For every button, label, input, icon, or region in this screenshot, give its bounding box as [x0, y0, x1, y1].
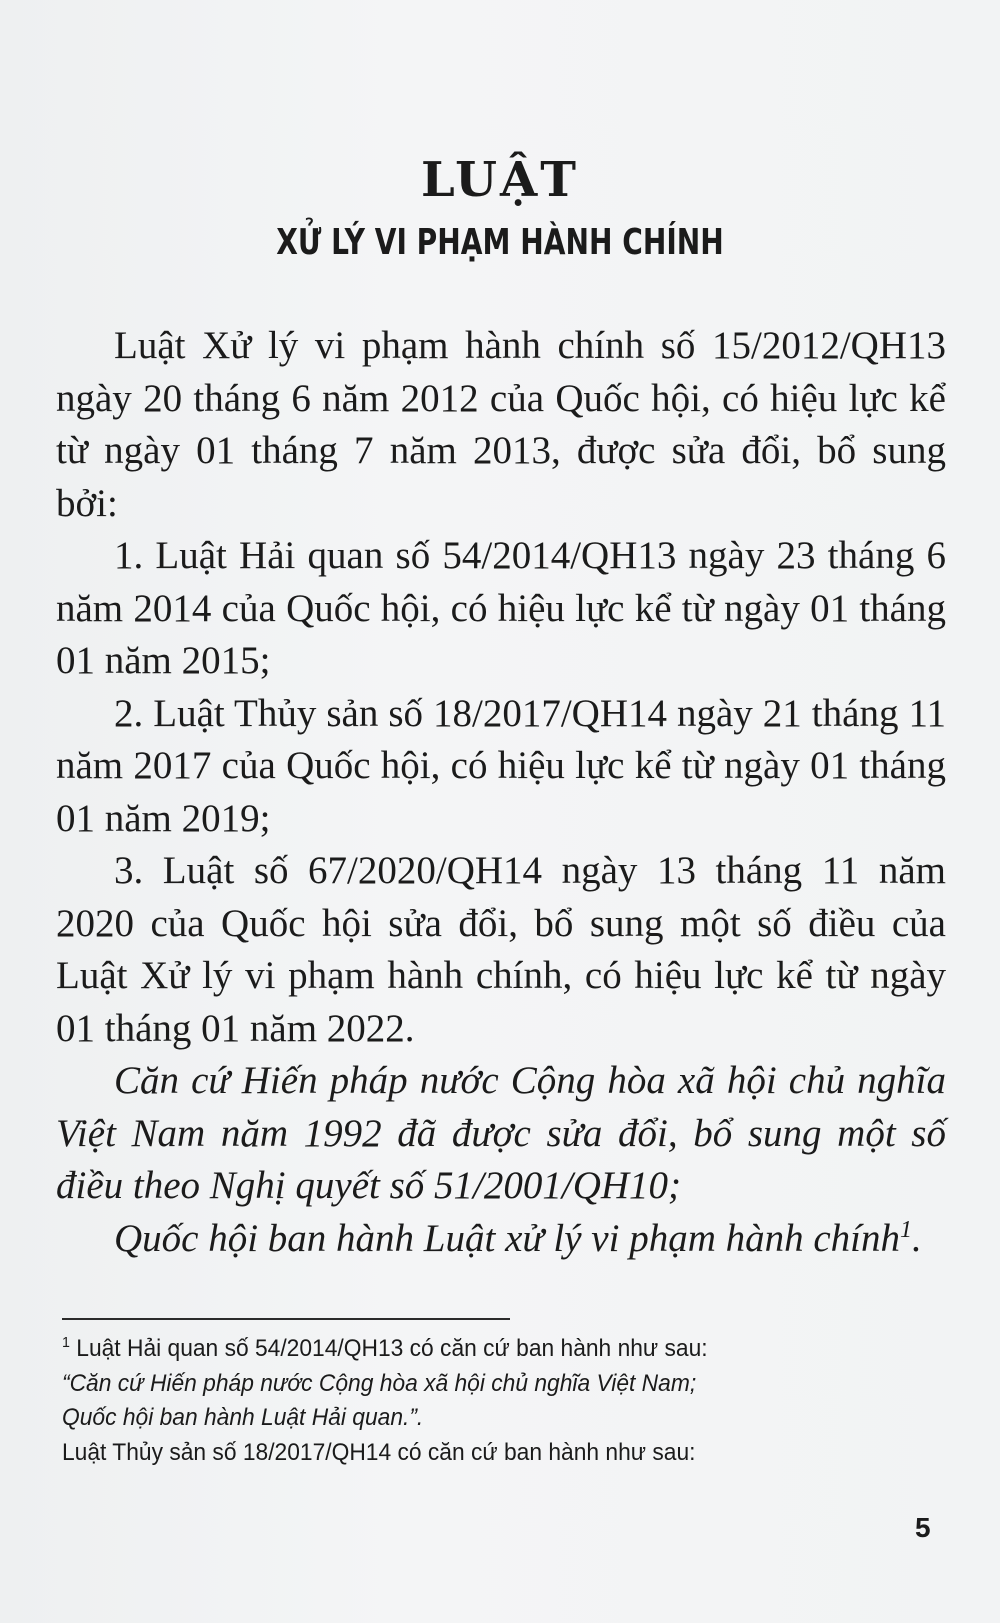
enactment-text: Quốc hội ban hành Luật xử lý vi phạm hành chính	[114, 1216, 901, 1260]
footnote-marker: 1	[62, 1334, 70, 1351]
amendment-item-2: 2. Luật Thủy sản số 18/2017/QH14 ngày 21 tháng 11 năm 2017 của Quốc hội, có hiệu lực kể từ ngày 01 tháng 01 năm 2019;	[56, 691, 946, 840]
footnote-divider	[62, 1318, 510, 1320]
amendment-item-3: 3. Luật số 67/2020/QH14 ngày 13 tháng 11 năm 2020 của Quốc hội sửa đổi, bổ sung một số điều của Luật Xử lý vi phạm hành chính, có hiệu lực kể từ ngày 01 tháng 01 năm 2022.	[56, 849, 946, 1050]
footnote-line-1: $^1$ Luật Hải quan số 54/2014/QH13 có căn cứ ban hành như sau:	[62, 1334, 708, 1362]
amendment-item-1: 1. Luật Hải quan số 54/2014/QH13 ngày 23 tháng 6 năm 2014 của Quốc hội, có hiệu lực kể từ ngày 01 tháng 01 năm 2015;	[56, 534, 946, 682]
enactment-end: .	[912, 1216, 922, 1260]
legal-basis-paragraph: Căn cứ Hiến pháp nước Cộng hòa xã hội chủ nghĩa Việt Nam năm 1992 đã được sửa đổi, bổ sung một số điều theo Nghị quyết số 51/2001/QH10;	[56, 1059, 946, 1207]
intro-paragraph: Luật Xử lý vi phạm hành chính số 15/2012/QH13 ngày 20 tháng 6 năm 2012 của Quốc hội, có hiệu lực kể từ ngày 01 tháng 7 năm 2013, được sửa đổi, bổ sung bởi:	[56, 324, 946, 525]
document-body	[56, 320, 946, 1265]
page-number: 5	[915, 1512, 931, 1543]
footnote-line-3: Quốc hội ban hành Luật Hải quan.”.	[62, 1404, 424, 1431]
footnote-line-4: Luật Thủy sản số 18/2017/QH14 có căn cứ ban hành như sau:	[62, 1438, 696, 1466]
document-subtitle: XỬ LÝ VI PHẠM HÀNH CHÍNH	[276, 222, 724, 263]
footnote-line-2: “Căn cứ Hiến pháp nước Cộng hòa xã hội chủ nghĩa Việt Nam;	[62, 1369, 697, 1397]
enactment-paragraph	[56, 1213, 946, 1266]
document-title: LUẬT	[421, 152, 579, 208]
footnote-reference[interactable]: 1	[900, 1216, 913, 1243]
footnotes	[62, 1332, 908, 1470]
